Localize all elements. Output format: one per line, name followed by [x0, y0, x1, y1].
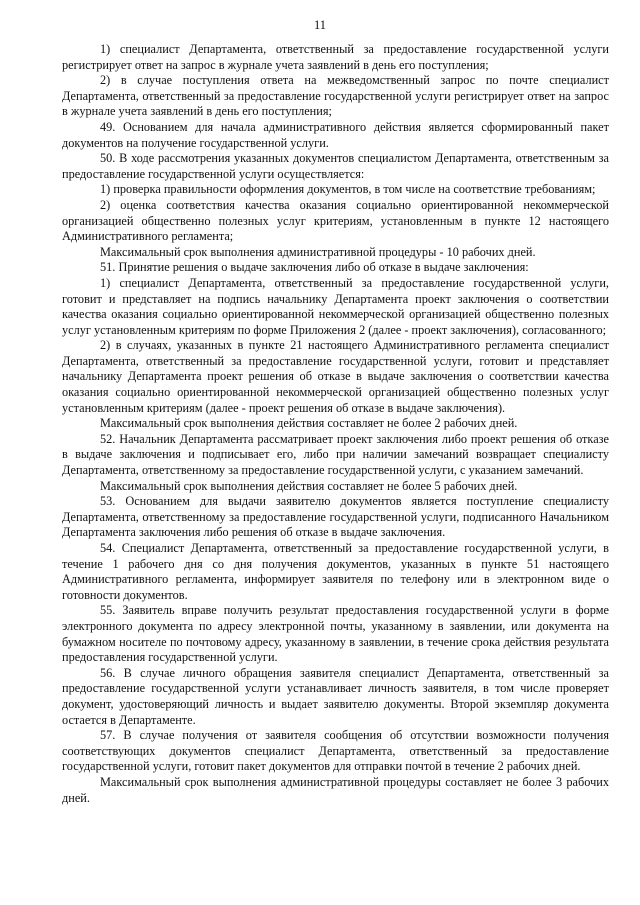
paragraph-51-item-1: 1) специалист Департамента, ответственный за предоставление государственной услуги, готовит и представляет на подпись начальнику Департамента проект заключения о соответствии качества оказания социально ориентированной некоммерческой организацией общественно полезных услуг установленным критериям по форме Приложения 2 (далее - проект заключения), согласованного; [62, 275, 609, 337]
paragraph-51-item-2: 2) в случаях, указанных в пункте 21 настоящего Административного регламента специалист Департамента, ответственный за предоставление государственной услуги, готовит и представляет начальнику Департамента проект решения об отказе в выдаче заключения о соответствии качества оказания социально ориентированной некоммерческой организацией общественно полезных услуг установленным критериям (далее - проект решения об отказе в выдаче заключения). [62, 338, 609, 415]
paragraph-51: 51. Принятие решения о выдаче заключения либо об отказе в выдаче заключения: [100, 260, 529, 275]
paragraph-50: 50. В ходе рассмотрения указанных документов специалистом Департамента, ответственным за предоставление государственной услуги осуществляется: [62, 151, 609, 181]
paragraph-50-item-2: 2) оценка соответствия качества оказания социально ориентированной некоммерческой организацией общественно полезных услуг критериям, установленным в пункте 12 настоящего Административного регламента; [62, 197, 609, 244]
paragraph-50-item-1: 1) проверка правильности оформления документов, в том числе на соответствие требованиям; [100, 182, 596, 197]
paragraph-56: 56. В случае личного обращения заявителя специалист Департамента, ответственный за предоставление государственной услуги устанавливает личность заявителя, в том числе проверяет документ, удостоверяющий личность и выдает заявителю документы. Второй экземпляр документа остается в Департаменте. [62, 665, 609, 727]
paragraph-52-deadline: Максимальный срок выполнения действия составляет не более 5 рабочих дней. [100, 478, 518, 493]
paragraph-54: 54. Специалист Департамента, ответственный за предоставление государственной услуги, в течение 1 рабочего дня со дня получения документов, указанных в пункте 51 настоящего Административного регламента, информирует заявителя по телефону или в электронном виде о готовности документов. [62, 541, 609, 602]
page-number: 11 [313, 18, 327, 32]
paragraph-52: 52. Начальник Департамента рассматривает проект заключения либо проект решения об отказе в выдаче заключения и подписывает его, либо при наличии замечаний возвращает специалисту Департамента, ответственному за предоставление государственной услуги, с указанием замечаний. [62, 431, 609, 478]
paragraph-57: 57. В случае получения от заявителя сообщения об отсутствии возможности получения соответствующих документов специалист Департамента, ответственный за предоставление государственной услуги, готовит пакет документов для отправки почтой в течение 2 рабочих дней. [62, 728, 609, 774]
document-body [62, 42, 609, 806]
paragraph-50-deadline: Максимальный срок выполнения административной процедуры - 10 рабочих дней. [100, 244, 536, 259]
paragraph-55: 55. Заявитель вправе получить результат предоставления государственной услуги в форме электронного документа по адресу электронной почты, указанному в заявлении, или документа на бумажном носителе по почтовому адресу, указанному в заявлении, в течение срока действия результата предоставления государственной услуги. [62, 603, 609, 665]
paragraph-57-deadline: Максимальный срок выполнения административной процедуры составляет не более 3 рабочих дней. [62, 774, 609, 805]
paragraph-48-item-2: 2) в случае поступления ответа на межведомственный запрос по почте специалист Департамента, ответственный за предоставление государственной услуги регистрирует ответ на запрос в журнале учета заявлений в день его поступления; [62, 73, 609, 119]
paragraph-49: 49. Основанием для начала административного действия является сформированный пакет документов на получение государственной услуги. [62, 119, 609, 150]
paragraph-53: 53. Основанием для выдачи заявителю документов является поступление специалисту Департамента, ответственному за предоставление государственной услуги, подписанного Начальником Департамента заключения либо решения об отказе в выдаче заключения. [62, 494, 609, 540]
paragraph-48-item-1: 1) специалист Департамента, ответственный за предоставление государственной услуги регистрирует ответ на запрос в журнале учета заявлений в день его поступления; [62, 42, 609, 72]
paragraph-51-deadline: Максимальный срок выполнения действия составляет не более 2 рабочих дней. [100, 416, 518, 431]
